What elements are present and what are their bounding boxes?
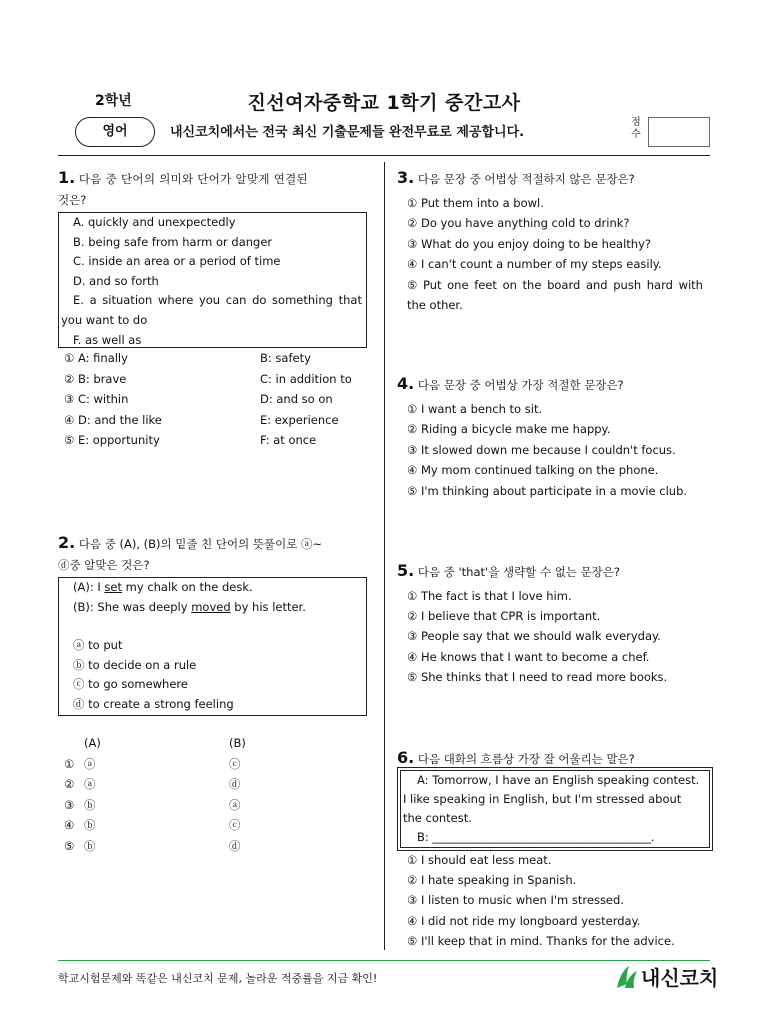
- choice-right: B: safety: [260, 351, 311, 365]
- q1-box-line: B. being safe from harm or danger: [73, 234, 273, 249]
- question-5-prompt: [397, 561, 715, 582]
- header-divider: [58, 155, 710, 156]
- choice-row[interactable]: [64, 775, 364, 796]
- q1-box-line: you want to do: [61, 312, 148, 327]
- choice-item[interactable]: ③ What do you enjoy doing to be healthy?: [407, 236, 651, 251]
- question-2-number: 2.: [58, 533, 76, 552]
- choice-right: F: at once: [260, 433, 317, 447]
- q1-box-line: D. and so forth: [73, 273, 159, 288]
- question-2-prompt: [58, 533, 373, 554]
- question-3-text: 다음 문장 중 어법상 적절하지 않은 문장은?: [417, 172, 635, 186]
- question-5-text: 다음 중 'that'을 생략할 수 없는 문장은?: [417, 565, 621, 579]
- q1-box-line: E. a situation where you can do something that: [73, 293, 362, 308]
- choice-item[interactable]: ④ I did not ride my longboard yesterday.: [407, 913, 641, 928]
- question-4-text: 다음 문장 중 어법상 가장 적절한 문장은?: [417, 378, 624, 392]
- q1-box-line: F. as well as: [73, 332, 142, 347]
- choice-item[interactable]: ③ It slowed down me because I couldn't focus.: [407, 442, 676, 457]
- q2-a-underlined: set: [104, 580, 122, 594]
- q6-dialog-line: A: Tomorrow, I have an English speaking contest.: [417, 773, 700, 787]
- choice-item[interactable]: ② Riding a bicycle make me happy.: [407, 422, 611, 437]
- choice-row[interactable]: [64, 431, 374, 452]
- q6-dialog-line: I like speaking in English, but I'm stressed about: [403, 792, 682, 806]
- choice-row[interactable]: [64, 755, 364, 776]
- question-2-choices: [64, 734, 364, 857]
- question-2-box: [58, 577, 367, 716]
- choice-header: [64, 734, 364, 755]
- q1-box-line: C. inside an area or a period of time: [73, 254, 281, 269]
- choice-item[interactable]: ⑤ I'm thinking about participate in a movie club.: [407, 483, 688, 498]
- logo-text: 내신코치: [641, 966, 719, 990]
- question-5: [397, 561, 715, 582]
- q2-a-post: my chalk on the desk.: [122, 580, 253, 594]
- choice-item[interactable]: ① Put them into a bowl.: [407, 196, 544, 210]
- promo-text: 내신코치에서는 전국 최신 기출문제들 완전무료로 제공합니다.: [170, 125, 525, 140]
- choice-left: ⑤ E: opportunity: [64, 433, 160, 447]
- footer-text: 학교시험문제와 똑같은 내신코치 문제, 놀라운 적중률을 지금 확인!: [58, 972, 378, 985]
- choice-item[interactable]: ③ People say that we should walk everyday.: [407, 629, 661, 644]
- choice-item[interactable]: ① I should eat less meat.: [407, 853, 552, 867]
- choice-item[interactable]: ② I hate speaking in Spanish.: [407, 873, 577, 888]
- choice-a: ⓑ: [84, 797, 96, 812]
- choice-item[interactable]: ② I believe that CPR is important.: [407, 609, 601, 624]
- choice-number: ⑤: [64, 838, 75, 853]
- question-4: [397, 374, 715, 395]
- question-1-text: 다음 중 단어의 의미와 단어가 알맞게 연결된: [78, 172, 308, 186]
- choice-row[interactable]: [64, 349, 374, 370]
- question-4-choices: [407, 399, 715, 501]
- choice-left: ① A: finally: [64, 351, 128, 365]
- q2-b-pre: (B): She was deeply: [73, 599, 192, 614]
- choice-b: ⓐ: [229, 797, 241, 812]
- q2-b-underlined: moved: [191, 599, 231, 614]
- choice-item[interactable]: ① I want a bench to sit.: [407, 402, 543, 416]
- choice-item[interactable]: ② Do you have anything cold to drink?: [407, 216, 630, 231]
- grade-label: 2학년: [95, 93, 132, 109]
- choice-a: ⓑ: [84, 818, 96, 832]
- score-box[interactable]: [648, 117, 710, 147]
- choice-b: ⓓ: [229, 838, 241, 853]
- question-3-prompt: [397, 168, 715, 189]
- question-6-choices: [407, 850, 715, 951]
- choice-item[interactable]: ⑤ Put one feet on the board and push hard with: [407, 277, 703, 292]
- question-4-prompt: [397, 374, 715, 395]
- question-6-number: 6.: [397, 748, 415, 767]
- question-2-text: 다음 중 (A), (B)의 밑줄 친 단어의 뜻풀이로 ⓐ~: [78, 537, 323, 551]
- question-2-text-line2: ⓓ중 알맞은 것은?: [58, 558, 150, 572]
- choice-row[interactable]: [64, 816, 364, 837]
- q2-sentence-b: [59, 598, 366, 618]
- choice-item[interactable]: ④ He knows that I want to become a chef.: [407, 649, 650, 664]
- choice-left: ③ C: within: [64, 392, 129, 406]
- q2-definition: ⓐ to put: [73, 638, 123, 653]
- q2-definition: ⓓ to create a strong feeling: [73, 696, 234, 711]
- choice-number: ③: [64, 797, 75, 812]
- q2-sentence-a: [59, 578, 366, 598]
- choice-item[interactable]: ① The fact is that I love him.: [407, 589, 572, 603]
- question-5-choices: [407, 586, 715, 687]
- question-3-number: 3.: [397, 168, 415, 187]
- choice-left: ④ D: and the like: [64, 412, 162, 427]
- choice-row[interactable]: [64, 390, 374, 411]
- choice-number: ②: [64, 777, 75, 791]
- choice-b: ⓒ: [229, 818, 241, 832]
- choice-b: ⓓ: [229, 777, 241, 791]
- brand-logo: [615, 962, 718, 991]
- q6-answer-blank[interactable]: B: ______________________________________.: [417, 830, 655, 844]
- question-1-number: 1.: [58, 168, 76, 187]
- q2-a-pre: (A): I: [73, 580, 105, 594]
- choice-row[interactable]: [64, 370, 374, 391]
- q2-b-post: by his letter.: [230, 599, 306, 614]
- leaf-logo-icon: [615, 964, 639, 990]
- choice-a: ⓐ: [84, 756, 96, 771]
- question-3-choices: [407, 193, 715, 315]
- choice-number: ④: [64, 818, 75, 832]
- column-divider: [384, 162, 385, 950]
- choice-number: ①: [64, 756, 75, 771]
- choice-right: C: in addition to: [260, 371, 352, 386]
- choice-a: ⓑ: [84, 838, 96, 853]
- footer-divider: [58, 960, 710, 961]
- question-6-box: [400, 770, 710, 848]
- question-1-prompt: [58, 168, 370, 189]
- question-5-number: 5.: [397, 561, 415, 580]
- choice-right: D: and so on: [260, 392, 333, 406]
- question-2: [58, 533, 373, 575]
- col-b-label: (B): [229, 736, 246, 750]
- choice-item[interactable]: ③ I listen to music when I'm stressed.: [407, 893, 624, 908]
- choice-row[interactable]: [64, 796, 364, 817]
- question-6: [397, 748, 715, 769]
- choice-a: ⓐ: [84, 777, 96, 791]
- choice-item-cont: the other.: [407, 298, 463, 313]
- question-4-number: 4.: [397, 374, 415, 393]
- choice-left: ② B: brave: [64, 371, 127, 386]
- subject-badge: 영어: [75, 117, 155, 147]
- choice-item[interactable]: ⑤ She thinks that I need to read more books.: [407, 669, 668, 684]
- question-1-text-line2: 것은?: [58, 193, 87, 207]
- choice-row[interactable]: [64, 837, 364, 858]
- exam-title: 진선여자중학교 1학기 중간고사: [247, 92, 521, 114]
- q2-definition: ⓑ to decide on a rule: [73, 657, 197, 672]
- choice-item[interactable]: ⑤ I'll keep that in mind. Thanks for the advice.: [407, 933, 675, 948]
- choice-b: ⓒ: [229, 756, 241, 771]
- choice-item[interactable]: ④ I can't count a number of my steps easily.: [407, 257, 662, 272]
- q6-dialog-line: the contest.: [403, 811, 472, 825]
- choice-item[interactable]: ④ My mom continued talking on the phone.: [407, 463, 659, 478]
- q1-box-line: A. quickly and unexpectedly: [73, 215, 236, 229]
- score-label: 점수: [631, 117, 641, 140]
- question-1-box: [58, 212, 367, 348]
- question-3: [397, 168, 715, 189]
- question-1: [58, 168, 370, 210]
- question-1-choices: [64, 349, 374, 452]
- choice-row[interactable]: [64, 411, 374, 432]
- q2-definition: ⓒ to go somewhere: [73, 677, 188, 692]
- question-6-text: 다음 대화의 흐름상 가장 잘 어울리는 말은?: [417, 752, 635, 766]
- choice-right: E: experience: [260, 412, 339, 427]
- col-a-label: (A): [84, 736, 101, 750]
- question-6-prompt: [397, 748, 715, 769]
